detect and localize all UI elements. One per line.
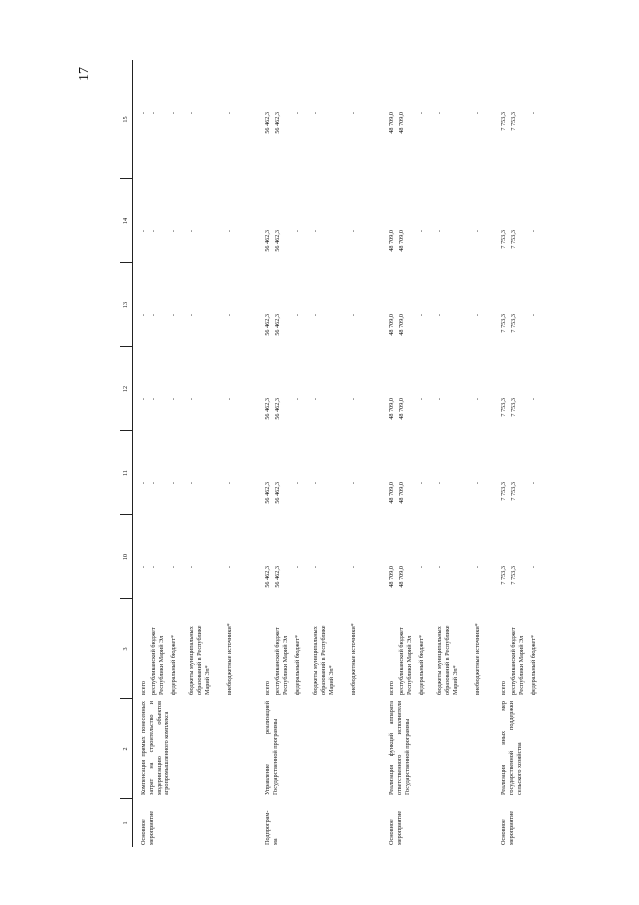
funding-value: - bbox=[350, 482, 357, 485]
funding-value: - bbox=[436, 398, 443, 401]
row-type-label: Основное мероприятие bbox=[140, 810, 155, 845]
funding-value: 48 709,0 bbox=[398, 482, 405, 504]
header-col-13: 13 bbox=[120, 262, 132, 347]
header-col-12: 12 bbox=[120, 346, 132, 431]
funding-source: республиканский бюджет Республики Марий Эл bbox=[150, 627, 165, 695]
funding-source: федеральный бюджет* bbox=[170, 634, 177, 695]
header-col-11: 11 bbox=[120, 430, 132, 515]
funding-value: 48 709,0 bbox=[398, 230, 405, 252]
funding-value: - bbox=[436, 230, 443, 233]
funding-value: - bbox=[530, 398, 537, 401]
funding-source: республиканский бюджет Республики Марий Эл bbox=[274, 627, 289, 695]
funding-value: - bbox=[294, 112, 301, 115]
funding-value: 48 709,0 bbox=[388, 314, 395, 336]
funding-value: - bbox=[294, 230, 301, 233]
funding-value: 48 709,0 bbox=[388, 230, 395, 252]
funding-value: 7 753,3 bbox=[500, 482, 507, 501]
funding-value: - bbox=[170, 398, 177, 401]
row-title: Реализация иных мер государственной поддержки сельского хозяйства bbox=[500, 701, 523, 795]
funding-value: 7 753,3 bbox=[510, 112, 517, 131]
funding-source: внебюджетные источники* bbox=[226, 623, 233, 695]
funding-value: 48 709,0 bbox=[398, 314, 405, 336]
funding-value: 48 709,0 bbox=[398, 398, 405, 420]
funding-value: - bbox=[418, 482, 425, 485]
funding-value: - bbox=[150, 482, 157, 485]
funding-value: 48 709,0 bbox=[388, 398, 395, 420]
funding-value: - bbox=[474, 112, 481, 115]
funding-value: 7 753,3 bbox=[510, 482, 517, 501]
funding-value: - bbox=[140, 398, 147, 401]
header-col-10: 10 bbox=[120, 514, 132, 599]
funding-source: бюджеты муниципальных образований в Республике Марий Эл* bbox=[312, 625, 335, 695]
funding-value: - bbox=[418, 398, 425, 401]
funding-value: 56 462,3 bbox=[274, 112, 281, 134]
funding-value: 56 462,3 bbox=[274, 482, 281, 504]
funding-value: - bbox=[150, 566, 157, 569]
funding-value: - bbox=[294, 314, 301, 317]
funding-value: - bbox=[150, 398, 157, 401]
row-type-label: Подпрограм- ма bbox=[264, 810, 279, 845]
funding-value: - bbox=[312, 398, 319, 401]
funding-value: - bbox=[188, 230, 195, 233]
funding-value: 56 462,3 bbox=[264, 314, 271, 336]
header-col-3: 3 bbox=[120, 598, 132, 699]
funding-value: - bbox=[418, 314, 425, 317]
funding-value: 56 462,3 bbox=[264, 230, 271, 252]
header-col-1: 1 bbox=[120, 798, 132, 847]
funding-value: - bbox=[474, 566, 481, 569]
funding-source: федеральный бюджет* bbox=[294, 634, 301, 695]
funding-value: - bbox=[350, 398, 357, 401]
funding-value: - bbox=[350, 566, 357, 569]
funding-value: - bbox=[312, 230, 319, 233]
funding-value: 56 462,3 bbox=[274, 398, 281, 420]
funding-value: - bbox=[170, 566, 177, 569]
funding-value: - bbox=[312, 314, 319, 317]
funding-value: 56 462,3 bbox=[264, 112, 271, 134]
funding-source: всего bbox=[264, 681, 271, 695]
funding-value: 7 753,3 bbox=[500, 314, 507, 333]
funding-value: - bbox=[140, 112, 147, 115]
funding-source: внебюджетные источники* bbox=[350, 623, 357, 695]
funding-value: - bbox=[530, 482, 537, 485]
table-section bbox=[494, 60, 537, 847]
funding-value: - bbox=[294, 482, 301, 485]
funding-value: 56 462,3 bbox=[264, 482, 271, 504]
funding-value: - bbox=[350, 230, 357, 233]
funding-value: - bbox=[150, 230, 157, 233]
funding-value: - bbox=[312, 566, 319, 569]
row-type-label: Основное мероприятие bbox=[388, 810, 403, 845]
funding-value: - bbox=[530, 314, 537, 317]
funding-value: - bbox=[312, 482, 319, 485]
funding-source: внебюджетные источники* bbox=[474, 623, 481, 695]
funding-source: республиканский бюджет Республики Марий Эл bbox=[398, 627, 413, 695]
row-title: Компенсация прямых понесенных затрат на строительство и модернизацию объектов агропромышленного комплекса bbox=[140, 701, 171, 795]
funding-value: - bbox=[226, 482, 233, 485]
funding-source: федеральный бюджет* bbox=[418, 634, 425, 695]
funding-value: 7 753,3 bbox=[510, 398, 517, 417]
funding-value: 7 753,3 bbox=[500, 566, 507, 585]
funding-value: - bbox=[170, 112, 177, 115]
funding-value: - bbox=[170, 230, 177, 233]
funding-value: - bbox=[418, 566, 425, 569]
funding-source: республиканский бюджет Республики Марий Эл bbox=[510, 627, 525, 695]
funding-value: - bbox=[140, 230, 147, 233]
funding-value: - bbox=[418, 112, 425, 115]
funding-value: 56 462,3 bbox=[264, 398, 271, 420]
funding-value: 56 462,3 bbox=[274, 566, 281, 588]
funding-value: 48 709,0 bbox=[388, 112, 395, 134]
budget-table bbox=[120, 60, 537, 847]
funding-value: - bbox=[474, 314, 481, 317]
funding-source: всего bbox=[388, 681, 395, 695]
row-title: Управление реализацией Государственной программы bbox=[264, 701, 279, 795]
row-title: Реализация функций аппарата ответственного исполнителя Государственной программы bbox=[388, 701, 411, 795]
funding-value: 7 753,3 bbox=[500, 230, 507, 249]
funding-value: - bbox=[188, 482, 195, 485]
funding-source: федеральный бюджет* bbox=[530, 634, 537, 695]
table-section bbox=[134, 60, 258, 847]
funding-value: 48 709,0 bbox=[398, 112, 405, 134]
funding-value: 48 709,0 bbox=[388, 566, 395, 588]
header-col-14: 14 bbox=[120, 178, 132, 263]
row-type-label: Основное мероприятие bbox=[500, 810, 515, 845]
funding-value: - bbox=[418, 230, 425, 233]
funding-value: 56 462,3 bbox=[264, 566, 271, 588]
funding-value: - bbox=[530, 566, 537, 569]
funding-value: - bbox=[436, 482, 443, 485]
funding-value: - bbox=[140, 566, 147, 569]
funding-value: 48 709,0 bbox=[388, 482, 395, 504]
table-section bbox=[258, 60, 382, 847]
funding-value: 7 753,3 bbox=[500, 112, 507, 131]
funding-value: - bbox=[150, 314, 157, 317]
table-section bbox=[382, 60, 494, 847]
funding-value: - bbox=[170, 314, 177, 317]
funding-value: 56 462,3 bbox=[274, 314, 281, 336]
funding-value: - bbox=[226, 112, 233, 115]
funding-value: - bbox=[140, 482, 147, 485]
funding-value: - bbox=[350, 314, 357, 317]
header-col-15: 15 bbox=[122, 116, 129, 123]
funding-value: 48 709,0 bbox=[398, 566, 405, 588]
funding-value: - bbox=[188, 398, 195, 401]
funding-value: - bbox=[140, 314, 147, 317]
funding-value: - bbox=[436, 314, 443, 317]
funding-value: - bbox=[474, 482, 481, 485]
funding-source: всего bbox=[500, 681, 507, 695]
funding-value: 7 753,3 bbox=[510, 230, 517, 249]
funding-value: - bbox=[530, 230, 537, 233]
funding-value: - bbox=[188, 112, 195, 115]
funding-source: бюджеты муниципальных образований в Республике Марий Эл* bbox=[188, 625, 211, 695]
funding-value: - bbox=[150, 112, 157, 115]
funding-value: - bbox=[188, 314, 195, 317]
table-header-row bbox=[120, 60, 133, 847]
funding-value: 7 753,3 bbox=[510, 566, 517, 585]
funding-value: - bbox=[312, 112, 319, 115]
funding-value: - bbox=[226, 398, 233, 401]
funding-value: - bbox=[474, 398, 481, 401]
funding-value: 7 753,3 bbox=[500, 398, 507, 417]
funding-value: 7 753,3 bbox=[510, 314, 517, 333]
funding-value: - bbox=[170, 482, 177, 485]
funding-value: - bbox=[530, 112, 537, 115]
funding-value: - bbox=[436, 566, 443, 569]
funding-value: - bbox=[294, 398, 301, 401]
page-number: 17 bbox=[77, 67, 92, 81]
funding-value: - bbox=[474, 230, 481, 233]
header-col-2: 2 bbox=[120, 698, 132, 799]
funding-source: всего bbox=[140, 681, 147, 695]
funding-value: - bbox=[350, 112, 357, 115]
funding-source: бюджеты муниципальных образований в Республике Марий Эл* bbox=[436, 625, 459, 695]
funding-value: - bbox=[226, 566, 233, 569]
funding-value: - bbox=[188, 566, 195, 569]
funding-value: - bbox=[226, 314, 233, 317]
funding-value: - bbox=[226, 230, 233, 233]
funding-value: 56 462,3 bbox=[274, 230, 281, 252]
funding-value: - bbox=[436, 112, 443, 115]
funding-value: - bbox=[294, 566, 301, 569]
